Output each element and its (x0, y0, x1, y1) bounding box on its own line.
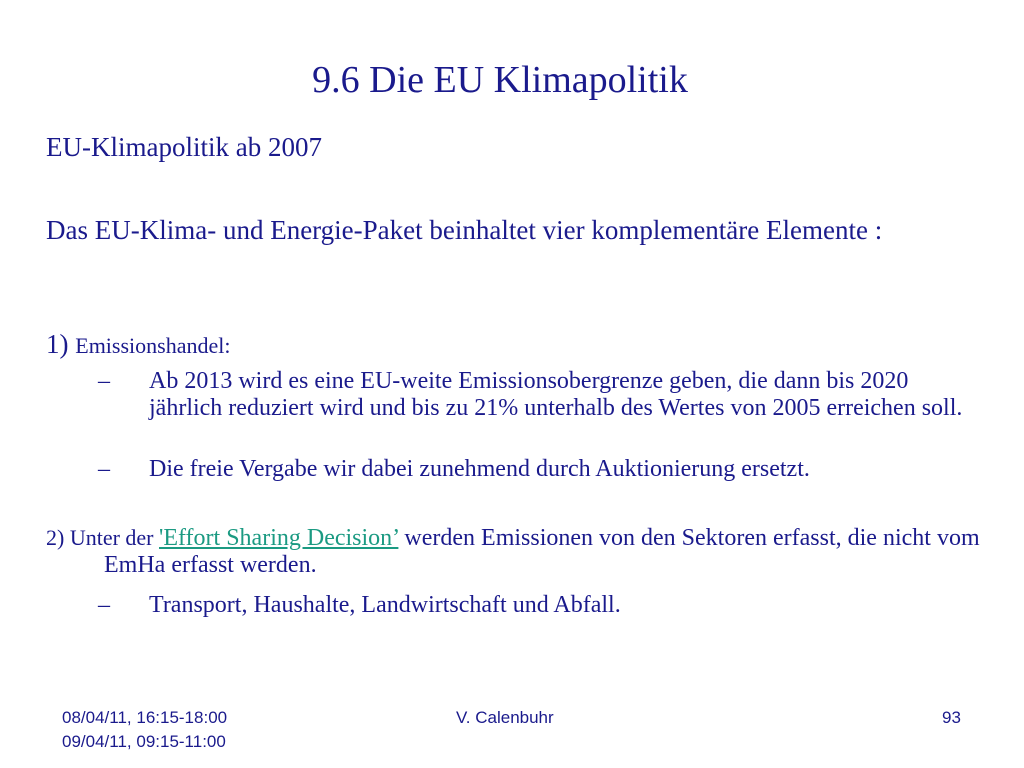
page-number: 93 (942, 708, 961, 727)
item-2-paragraph (46, 524, 1024, 579)
footer-dates (62, 706, 227, 754)
dash-bullet-icon: – (98, 592, 110, 618)
effort-sharing-decision-link[interactable]: 'Effort Sharing Decision’ (159, 525, 399, 551)
item-1-label: Emissionshandel: (75, 333, 231, 358)
dash-bullet-icon: – (98, 368, 110, 394)
slide-title: 9.6 Die EU Klimapolitik (312, 59, 688, 101)
item-1-bullet-2 (98, 456, 978, 483)
footer-date-2: 09/04/11, 09:15-11:00 (62, 732, 226, 751)
item-1-heading (46, 328, 976, 362)
item-1-number: 1) (46, 329, 69, 359)
item-2-prefix: 2) Unter der (46, 525, 160, 550)
bullet-text: Transport, Haushalte, Landwirtschaft und Abfall. (149, 592, 621, 618)
footer-date-1: 08/04/11, 16:15-18:00 (62, 708, 228, 727)
intro-paragraph: Das EU-Klima- und Energie-Paket beinhaltet vier komplementäre Elemente : (46, 215, 883, 245)
bullet-text: Die freie Vergabe wir dabei zunehmend durch Auktionierung ersetzt. (149, 456, 810, 482)
dash-bullet-icon: – (98, 456, 110, 482)
footer-author: V. Calenbuhr (456, 708, 554, 727)
item-2-suffix: werden Emissionen von den Sektoren erfasst, die nicht vom EmHa erfasst werden. (104, 525, 980, 578)
item-2-bullet-1 (98, 592, 978, 619)
slide-subtitle: EU-Klimapolitik ab 2007 (46, 132, 322, 162)
bullet-text: Ab 2013 wird es eine EU-weite Emissionsobergrenze geben, die dann bis 2020 jährlich reduziert wird und bis zu 21% unterhalb des Wertes von 2005 erreichen soll. (149, 368, 963, 421)
item-1-bullet-1 (98, 368, 978, 422)
